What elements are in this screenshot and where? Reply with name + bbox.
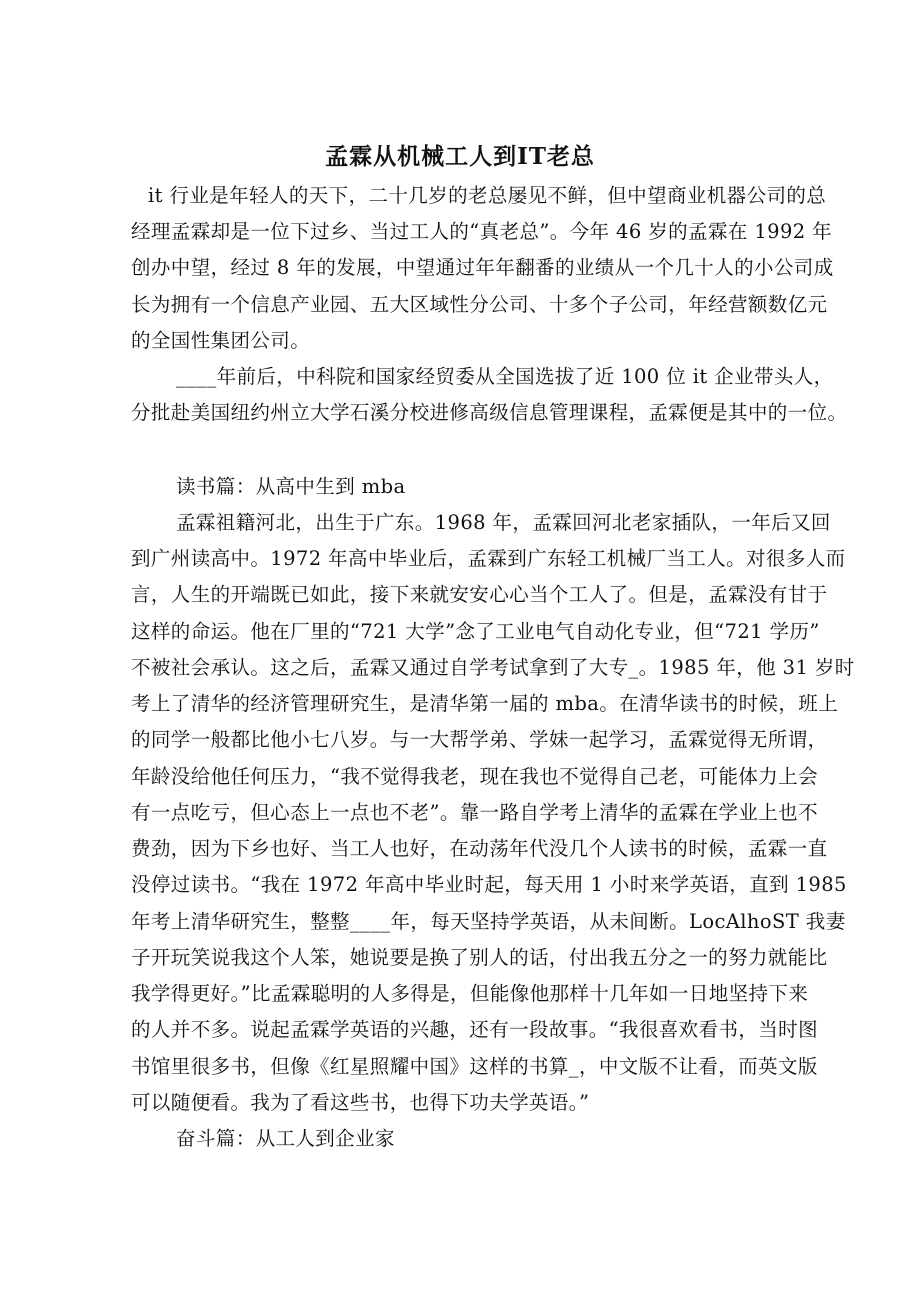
text-line: 子开玩笑说我这个人笨，她说要是换了别人的话，付出我五分之一的努力就能比 xyxy=(131,946,828,969)
text-line: ____年前后，中科院和国家经贸委从全国选拔了近 100 位 it 企业带头人， xyxy=(176,365,834,388)
text-line: 可以随便看。我为了看这些书，也得下功夫学英语。” xyxy=(131,1091,590,1114)
text-line: 的同学一般都比他小七八岁。与一大帮学弟、学妹一起学习，孟霖觉得无所谓， xyxy=(131,728,828,751)
text-line: 长为拥有一个信息产业园、五大区域性分公司、十多个子公司，年经营额数亿元 xyxy=(131,293,828,316)
text-line: it 行业是年轻人的天下，二十几岁的老总屡见不鲜，但中望商业机器公司的总 xyxy=(148,184,827,207)
text-line: 没停过读书。“我在 1972 年高中毕业时起，每天用 1 小时来学英语，直到 1985 xyxy=(131,873,847,896)
text-line: 考上了清华的经济管理研究生，是清华第一届的 mba。在清华读书的时候，班上 xyxy=(131,692,839,715)
text-line: 言，人生的开端既已如此，接下来就安安心心当个工人了。但是，孟霖没有甘于 xyxy=(131,583,828,606)
text-line: 分批赴美国纽约州立大学石溪分校进修高级信息管理课程，孟霖便是其中的一位。 xyxy=(131,401,848,424)
text-line: 经理孟霖却是一位下过乡、当过工人的“真老总”。今年 46 岁的孟霖在 1992 年 xyxy=(131,220,833,243)
text-line: 创办中望，经过 8 年的发展，中望通过年年翻番的业绩从一个几十人的小公司成 xyxy=(131,256,834,279)
text-line: 的人并不多。说起孟霖学英语的兴趣，还有一段故事。“我很喜欢看书，当时图 xyxy=(131,1018,818,1041)
text-line: 书馆里很多书，但像《红星照耀中国》这样的书算_，中文版不让看，而英文版 xyxy=(131,1055,818,1078)
text-line: 年考上清华研究生，整整____年，每天坚持学英语，从未间断。LocAlhoST 我妻 xyxy=(131,910,846,933)
text-line: 的全国性集团公司。 xyxy=(131,329,311,352)
text-line: 不被社会承认。这之后，孟霖又通过自学考试拿到了大专_。1985 年，他 31 岁时 xyxy=(131,656,855,679)
text-line: 到广州读高中。1972 年高中毕业后，孟霖到广东轻工机械厂当工人。对很多人而 xyxy=(131,547,846,570)
text-line: 有一点吃亏，但心态上一点也不老”。靠一路自学考上清华的孟霖在学业上也不 xyxy=(131,801,818,824)
section-heading: 奋斗篇：从工人到企业家 xyxy=(176,1127,395,1150)
text-line: 年龄没给他任何压力，“我不觉得我老，现在我也不觉得自己老，可能体力上会 xyxy=(131,765,818,788)
section-heading: 读书篇：从高中生到 mba xyxy=(176,475,406,498)
text-line: 我学得更好。”比孟霖聪明的人多得是，但能像他那样十几年如一日地坚持下来 xyxy=(131,982,809,1005)
document-title: 孟霖从机械工人到IT老总 xyxy=(325,143,595,170)
text-line: 这样的命运。他在厂里的“721 大学”念了工业电气自动化专业，但“721 学历” xyxy=(131,620,820,643)
text-line: 孟霖祖籍河北，出生于广东。1968 年，孟霖回河北老家插队，一年后又回 xyxy=(176,511,831,534)
text-line: 费劲，因为下乡也好、当工人也好，在动荡年代没几个人读书的时候，孟霖一直 xyxy=(131,837,828,860)
